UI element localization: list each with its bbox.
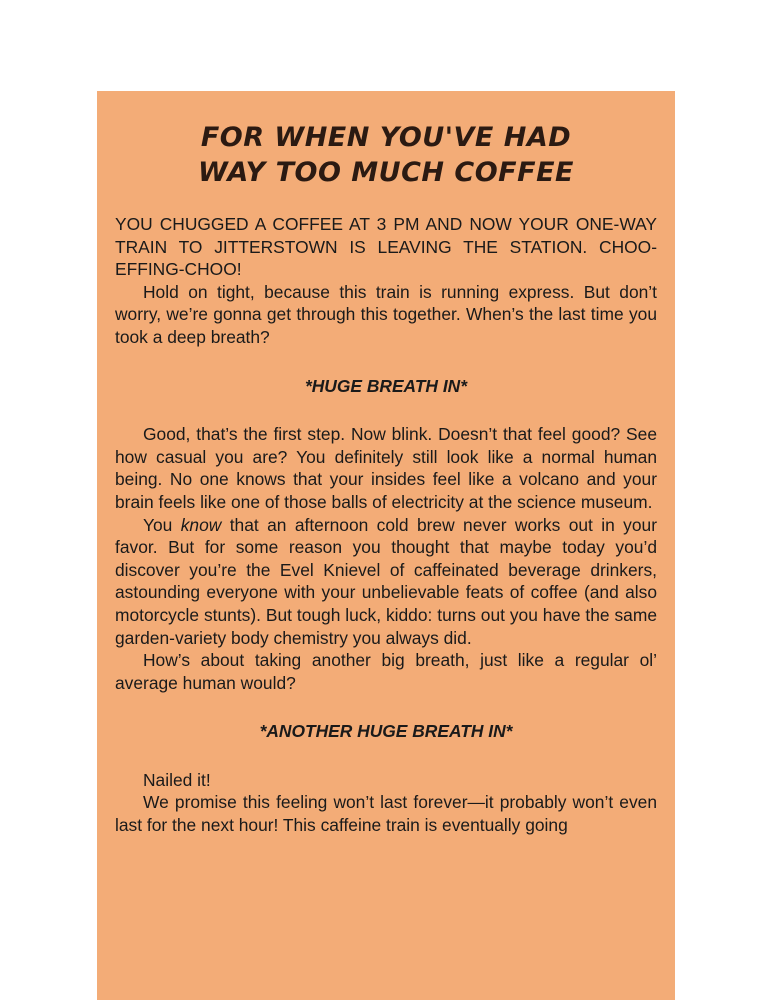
paragraph-text: You bbox=[143, 514, 181, 535]
paragraph: Hold on tight, because this train is running express. But don’t worry, we’re gonna get through this together. When’s the last time you took a deep breath? bbox=[115, 281, 657, 347]
breath-callout: *ANOTHER HUGE BREATH IN* bbox=[259, 721, 513, 742]
body-text bbox=[97, 213, 675, 837]
paragraph: Good, that’s the first step. Now blink. Doesn’t that feel good? See how casual you are? You definitely still look like a normal human being. No one knows that your insides feel like a volcano and your brain feels like one of those balls of electricity at the science museum. bbox=[115, 424, 657, 512]
intro-paragraph: YOU CHUGGED A COFFEE AT 3 PM AND NOW YOUR ONE-WAY TRAIN TO JITTERSTOWN IS LEAVING THE STATION. CHOO-EFFING-CHOO! bbox=[115, 214, 657, 280]
page-panel bbox=[97, 91, 675, 1000]
title-line-1: FOR WHEN YOU'VE HAD bbox=[200, 122, 572, 153]
emphasis-text: know bbox=[180, 514, 222, 535]
paragraph-text: that an afternoon cold brew never works out in your favor. But for some reason you thought that maybe today you’d discover you’re the Evel Knievel of caffeinated beverage drinkers, astounding everyone with your unbelievable feats of coffee (and also motorcycle stunts). But tough luck, kiddo: turns out you have the same garden-variety body chemistry you always did. bbox=[115, 514, 657, 648]
breath-callout: *HUGE BREATH IN* bbox=[304, 375, 467, 396]
paragraph bbox=[115, 514, 657, 650]
paragraph: We promise this feeling won’t last forever—it probably won’t even last for the next hour! This caffeine train is eventually going bbox=[115, 792, 657, 836]
title-line-2: WAY TOO MUCH COFFEE bbox=[198, 157, 574, 188]
paragraph: How’s about taking another big breath, just like a regular ol’ average human would? bbox=[115, 650, 657, 693]
paragraph: Nailed it! bbox=[143, 769, 211, 790]
page-title bbox=[97, 91, 675, 190]
